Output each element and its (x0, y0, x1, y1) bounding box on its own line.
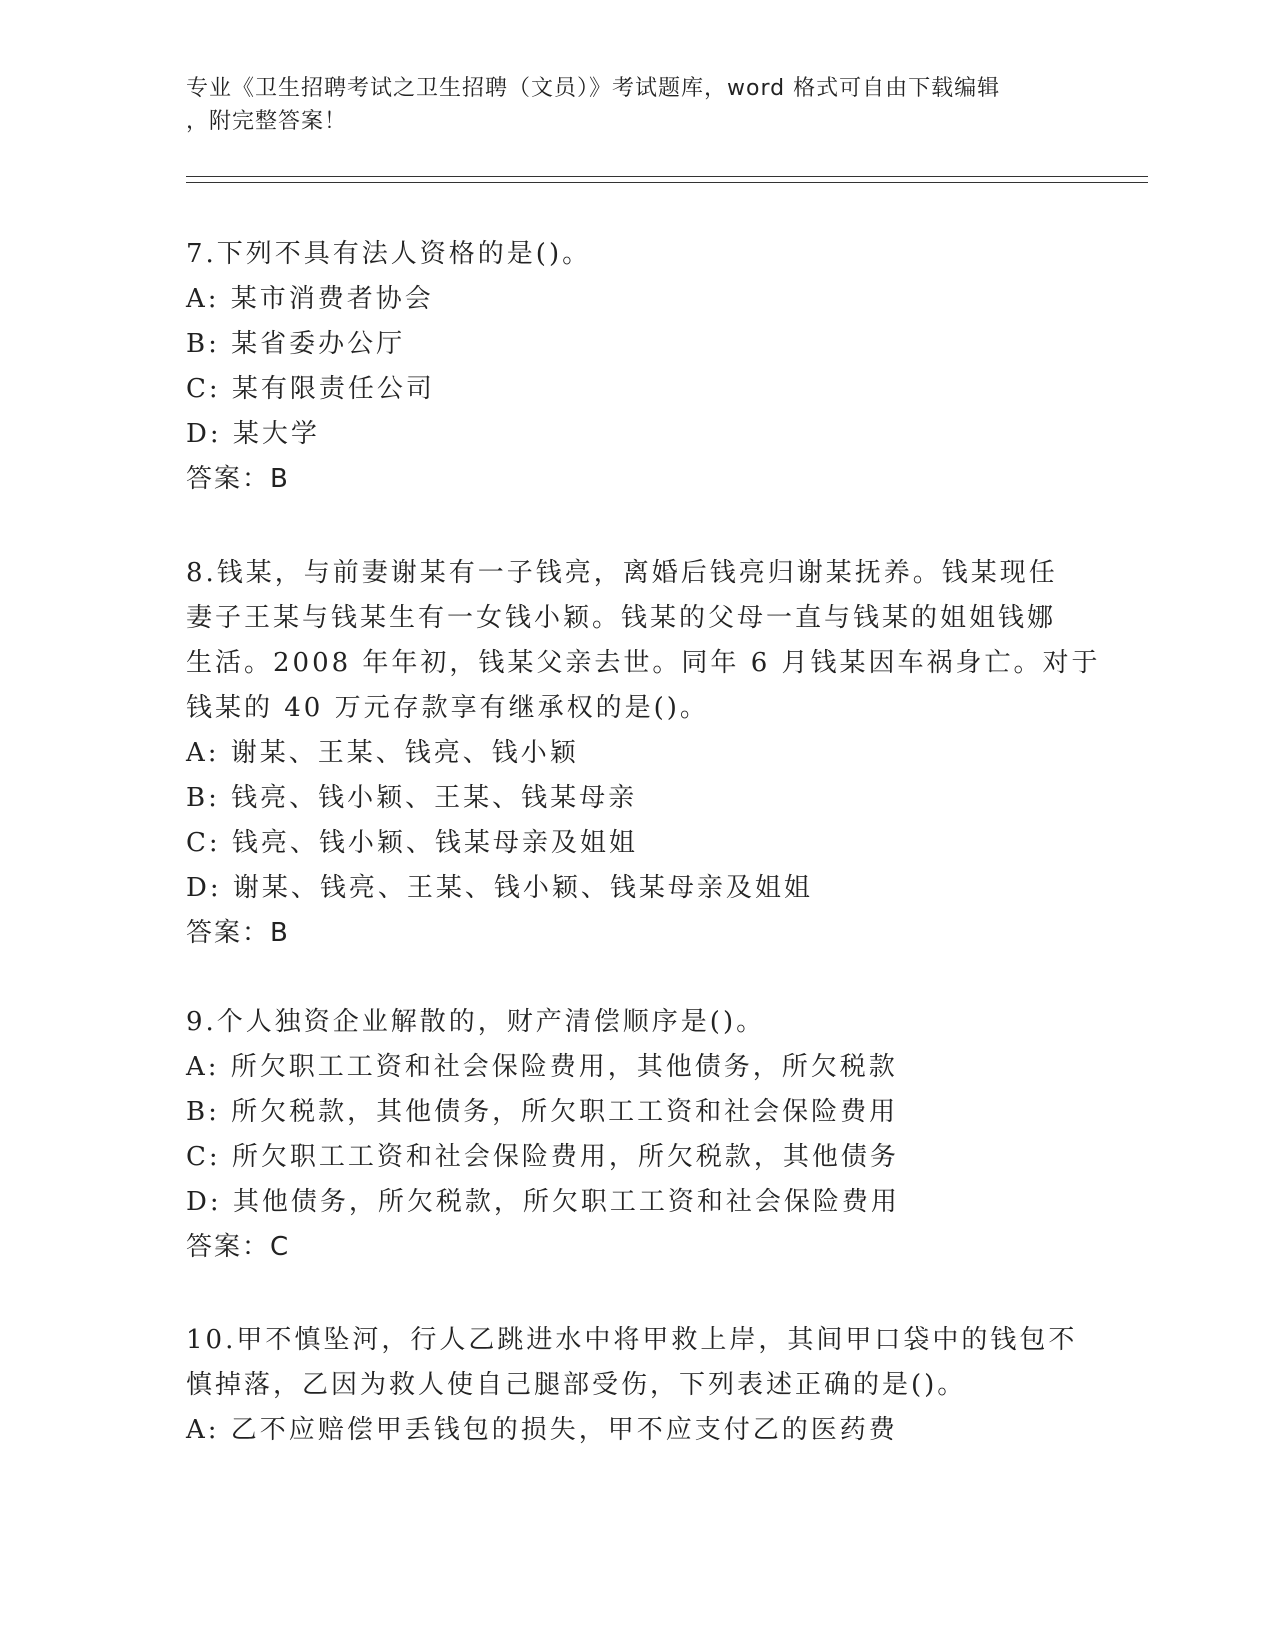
option-a: A: 所欠职工工资和社会保险费用，其他债务，所欠税款 (186, 1052, 898, 1082)
answer-line: 答案：C (186, 1232, 291, 1262)
header-line-1: 专业《卫生招聘考试之卫生招聘（文员）》考试题库，word 格式可自由下载编辑 (186, 76, 1001, 101)
document-header (186, 72, 1066, 138)
question-8 (186, 551, 1101, 956)
option-b: B: 钱亮、钱小颖、王某、钱某母亲 (186, 783, 638, 813)
question-stem: 8.钱某，与前妻谢某有一子钱亮，离婚后钱亮归谢某抚养。钱某现任 (186, 558, 1058, 588)
option-d: D: 谢某、钱亮、王某、钱小颖、钱某母亲及姐姐 (186, 873, 813, 903)
header-line-2: ，附完整答案！ (186, 109, 348, 134)
option-d: D: 其他债务，所欠税款，所欠职工工资和社会保险费用 (186, 1187, 900, 1217)
question-stem: 妻子王某与钱某生有一女钱小颖。钱某的父母一直与钱某的姐姐钱娜 (186, 603, 1057, 633)
question-stem: 7.下列不具有法人资格的是()。 (186, 239, 592, 269)
option-a: A: 谢某、王某、钱亮、钱小颖 (186, 738, 579, 768)
option-a: A: 乙不应赔偿甲丢钱包的损失，甲不应支付乙的医药费 (186, 1415, 898, 1445)
option-c: C: 所欠职工工资和社会保险费用，所欠税款，其他债务 (186, 1142, 899, 1172)
option-c: C: 某有限责任公司 (186, 374, 435, 404)
question-stem: 9.个人独资企业解散的，财产清偿顺序是()。 (186, 1007, 766, 1037)
question-stem: 10.甲不慎坠河，行人乙跳进水中将甲救上岸，其间甲口袋中的钱包不 (186, 1325, 1078, 1355)
question-stem: 生活。2008 年年初，钱某父亲去世。同年 6 月钱某因车祸身亡。对于 (186, 648, 1101, 678)
header-divider-bottom (186, 182, 1148, 183)
question-7 (186, 232, 1066, 502)
question-stem: 慎掉落，乙因为救人使自己腿部受伤，下列表述正确的是()。 (186, 1370, 967, 1400)
question-9 (186, 1000, 1066, 1270)
option-b: B: 所欠税款，其他债务，所欠职工工资和社会保险费用 (186, 1097, 899, 1127)
option-a: A: 某市消费者协会 (186, 284, 434, 314)
option-d: D: 某大学 (186, 419, 320, 449)
question-stem: 钱某的 40 万元存款享有继承权的是()。 (186, 693, 709, 723)
question-10 (186, 1318, 1078, 1453)
option-c: C: 钱亮、钱小颖、钱某母亲及姐姐 (186, 828, 638, 858)
header-divider-top (186, 176, 1148, 177)
answer-line: 答案：B (186, 918, 290, 948)
answer-line: 答案：B (186, 464, 290, 494)
option-b: B: 某省委办公厅 (186, 329, 406, 359)
